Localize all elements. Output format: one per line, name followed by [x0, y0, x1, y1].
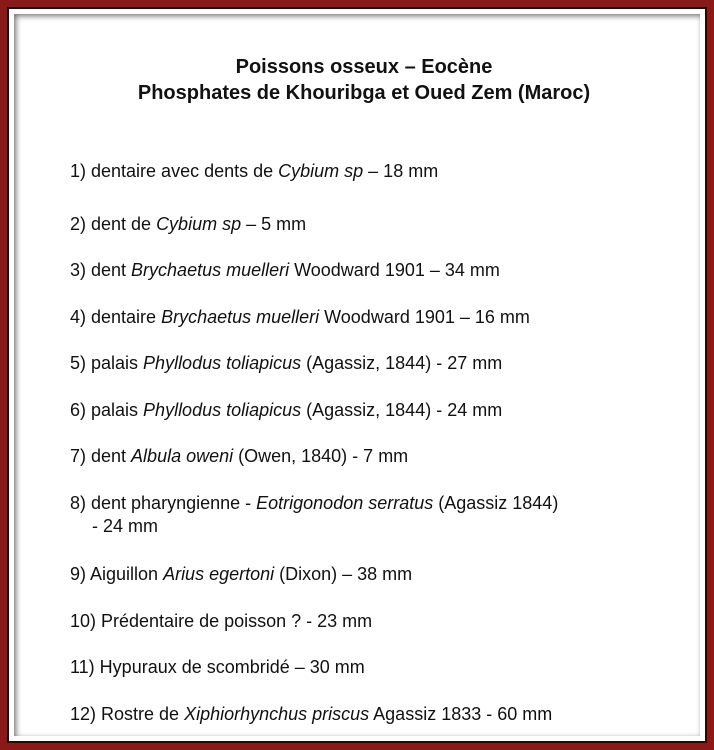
item-text: 8) dent pharyngienne -: [70, 493, 257, 513]
list-item: [70, 352, 670, 375]
list-item: [70, 563, 670, 586]
item-text: 3) dent: [70, 260, 132, 280]
item-text: 7) dent: [70, 446, 132, 466]
item-text: 2) dent de: [70, 214, 157, 234]
page-title: [14, 54, 714, 106]
list-item: [70, 259, 670, 282]
species-name: Cybium sp: [156, 214, 242, 234]
item-text: – 5 mm: [241, 214, 307, 234]
item-text: (Agassiz 1844): [433, 493, 559, 513]
item-text: Woodward 1901 – 16 mm: [319, 307, 530, 327]
list-item: [70, 610, 670, 633]
item-text: 10) Prédentaire de poisson ? - 23 mm: [70, 611, 373, 631]
item-continuation: - 24 mm: [92, 516, 159, 536]
item-text: 5) palais: [70, 353, 144, 373]
species-name: Brychaetus muelleri: [131, 260, 290, 280]
species-name: Arius egertoni: [163, 564, 275, 584]
item-text: 9) Aiguillon: [70, 564, 164, 584]
list-item: [70, 703, 670, 726]
species-name: Brychaetus muelleri: [161, 307, 320, 327]
item-text: 12) Rostre de: [70, 704, 185, 724]
item-text: Woodward 1901 – 34 mm: [289, 260, 500, 280]
species-name: Phyllodus toliapicus: [143, 353, 302, 373]
item-text: 1) dentaire avec dents de: [70, 161, 279, 181]
species-name: Albula oweni: [131, 446, 234, 466]
species-name: Xiphiorhynchus priscus: [184, 704, 370, 724]
item-text: (Agassiz, 1844) - 27 mm: [301, 353, 503, 373]
item-text: 4) dentaire: [70, 307, 162, 327]
list-item: [70, 160, 670, 183]
list-item: [70, 492, 670, 538]
title-line-1: Poissons osseux – Eocène: [235, 56, 493, 78]
list-item: [70, 445, 670, 468]
item-text: – 18 mm: [363, 161, 439, 181]
item-text: Agassiz 1833 - 60 mm: [369, 704, 553, 724]
species-name: Cybium sp: [278, 161, 364, 181]
item-text: (Owen, 1840) - 7 mm: [233, 446, 409, 466]
list-item: [70, 213, 670, 236]
list-item: [70, 306, 670, 329]
item-text: (Dixon) – 38 mm: [274, 564, 413, 584]
item-text: 11) Hypuraux de scombridé – 30 mm: [70, 657, 365, 677]
title-line-2: Phosphates de Khouribga et Oued Zem (Maroc): [137, 82, 591, 104]
page-content: [14, 14, 700, 736]
species-name: Eotrigonodon serratus: [256, 493, 434, 513]
species-name: Phyllodus toliapicus: [143, 400, 302, 420]
item-text: (Agassiz, 1844) - 24 mm: [301, 400, 503, 420]
list-item: [70, 399, 670, 422]
item-text: 6) palais: [70, 400, 144, 420]
list-item: [70, 656, 670, 679]
